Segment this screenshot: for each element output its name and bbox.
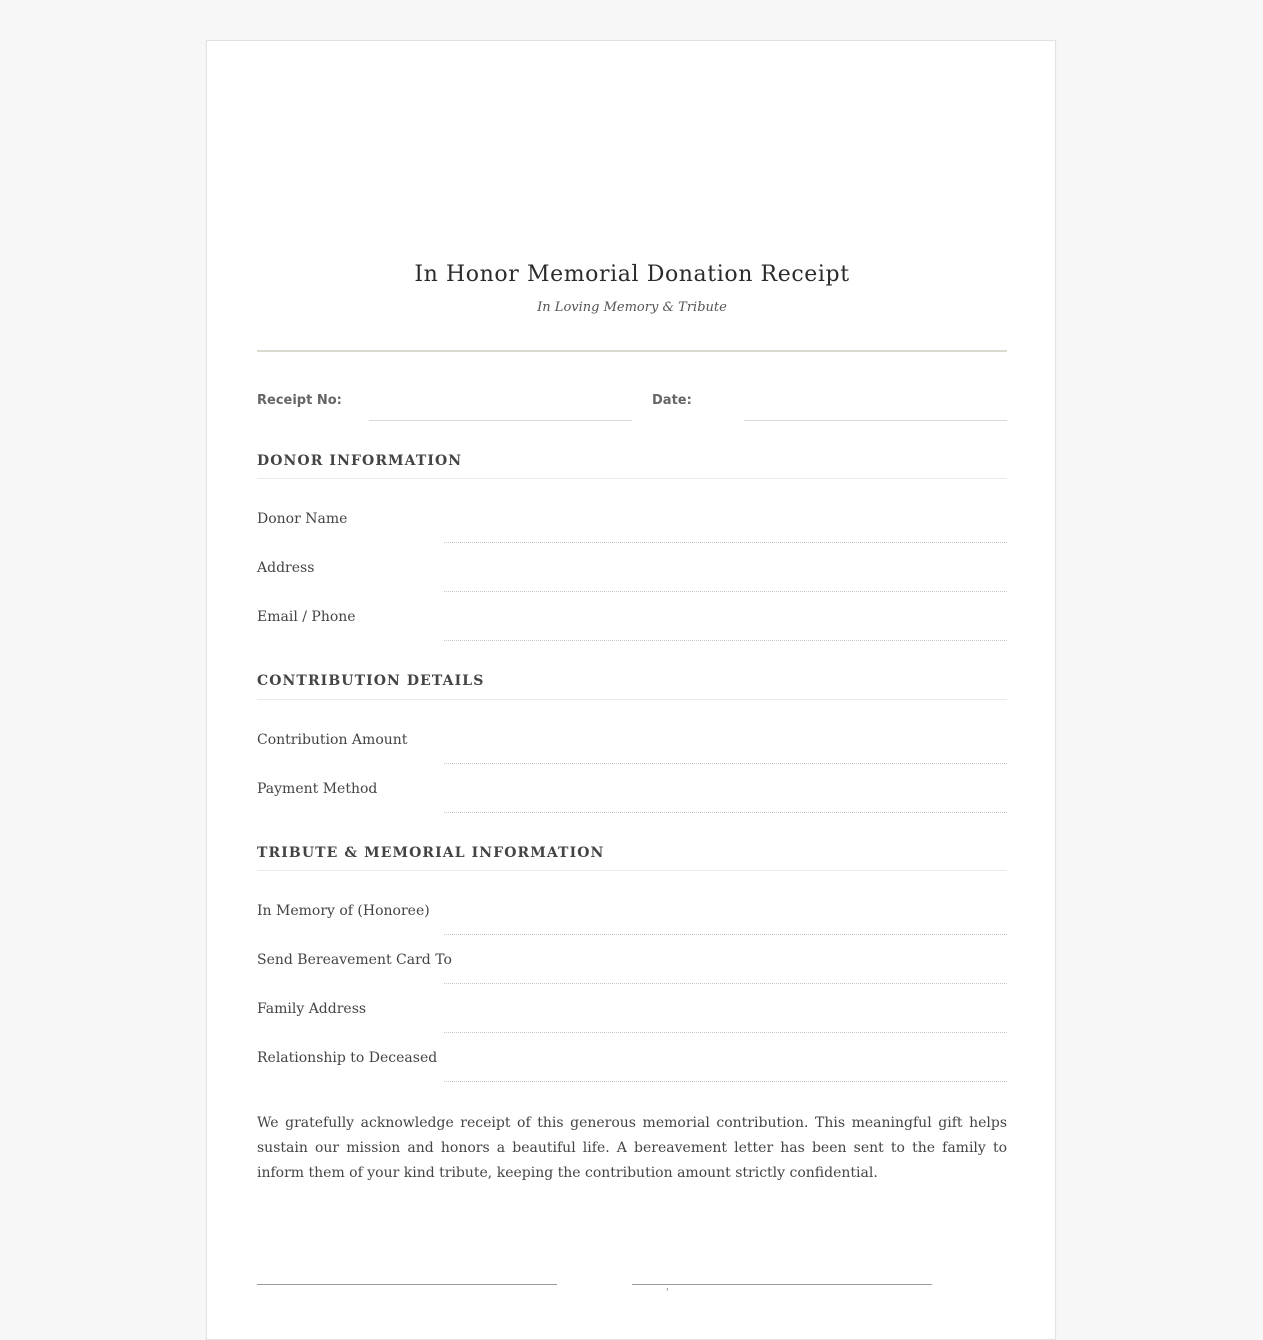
date-label: Date: — [652, 393, 692, 408]
section-title-contribution: CONTRIBUTION DETAILS — [257, 673, 485, 689]
section-title-tribute: TRIBUTE & MEMORIAL INFORMATION — [257, 845, 605, 861]
page-title: In Honor Memorial Donation Receipt — [414, 262, 850, 287]
relationship-label: Relationship to Deceased — [257, 1050, 438, 1066]
card-recipient-label: Send Bereavement Card To — [257, 952, 452, 968]
donor-name-field[interactable] — [444, 542, 1007, 543]
contribution-amount-field[interactable] — [444, 763, 1007, 764]
signature-mark: ' — [666, 1288, 669, 1298]
receipt-document — [206, 40, 1056, 1340]
donor-name-label: Donor Name — [257, 511, 348, 527]
relationship-field[interactable] — [444, 1081, 1007, 1082]
receipt-number-label: Receipt No: — [257, 393, 342, 408]
contribution-amount-label: Contribution Amount — [257, 732, 408, 748]
donor-contact-label: Email / Phone — [257, 609, 356, 625]
honoree-field[interactable] — [444, 934, 1007, 935]
page-subtitle: In Loving Memory & Tribute — [537, 300, 727, 315]
header-divider — [257, 350, 1007, 352]
signature-line-left[interactable] — [257, 1284, 557, 1285]
receipt-number-field[interactable] — [369, 420, 632, 421]
section-divider-donor — [257, 478, 1007, 479]
section-title-donor: DONOR INFORMATION — [257, 453, 463, 469]
donor-address-label: Address — [257, 560, 315, 576]
honoree-label: In Memory of (Honoree) — [257, 903, 430, 919]
payment-method-field[interactable] — [444, 812, 1007, 813]
donor-address-field[interactable] — [444, 591, 1007, 592]
family-address-field[interactable] — [444, 1032, 1007, 1033]
donor-contact-field[interactable] — [444, 640, 1007, 641]
section-divider-contribution — [257, 699, 1007, 700]
payment-method-label: Payment Method — [257, 781, 378, 797]
acknowledgement-statement: We gratefully acknowledge receipt of this generous memorial contribution. This meaningful gift helps sustain our mission and honors a beautiful life. A bereavement letter has been sent to the family to inform them of your kind tribute, keeping the contribution amount strictly confidential. — [257, 1115, 1007, 1181]
family-address-label: Family Address — [257, 1001, 367, 1017]
section-divider-tribute — [257, 870, 1007, 871]
card-recipient-field[interactable] — [444, 983, 1007, 984]
date-field[interactable] — [744, 420, 1007, 421]
signature-line-right[interactable] — [632, 1284, 932, 1285]
